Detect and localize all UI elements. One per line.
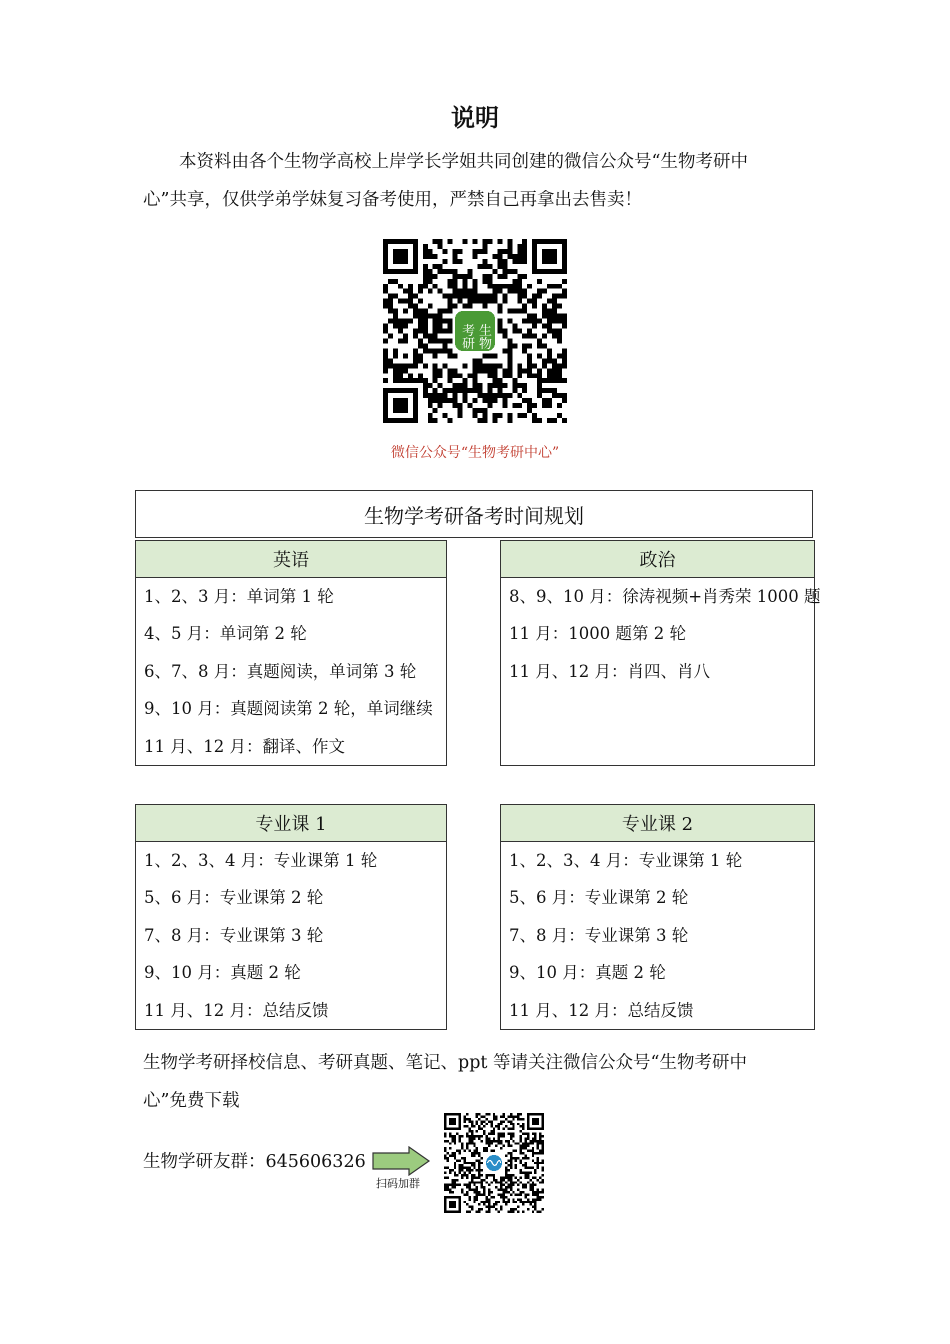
list-item: 7、8 月：专业课第 3 轮 (509, 925, 689, 945)
list-item: 9、10 月：真题 2 轮 (144, 963, 301, 983)
qr-finder-pattern (542, 249, 557, 264)
qr-caption: 微信公众号“生物考研中心” (390, 445, 560, 461)
qr-finder-pattern (532, 1118, 539, 1125)
wechat-qr-code (383, 239, 567, 423)
list-item: 11 月、12 月：总结反馈 (144, 1000, 329, 1020)
list-item: 1、2、3、4 月：专业课第 1 轮 (509, 851, 743, 870)
list-item: 11 月、12 月：肖四、肖八 (509, 661, 710, 681)
qr-finder-pattern (449, 1201, 456, 1208)
list-item: 1、2、3、4 月：专业课第 1 轮 (144, 851, 378, 870)
qr-finder-pattern (393, 398, 408, 413)
scan-to-join-label: 扫码加群 (376, 1177, 420, 1190)
group-number-label: 生物学研友群：645606326 (143, 1152, 366, 1172)
qr-finder-pattern (393, 249, 408, 264)
list-item: 1、2、3 月：单词第 1 轮 (144, 587, 334, 606)
arrow-right-icon (371, 1146, 431, 1176)
list-item: 7、8 月：专业课第 3 轮 (144, 925, 324, 945)
major-course-2-heading: 专业课 2 (501, 805, 814, 842)
list-item: 4、5 月：单词第 2 轮 (144, 624, 307, 644)
intro-line-1: 本资料由各个生物学高校上岸学长学姐共同创建的微信公众号“生物考研中 (179, 152, 748, 172)
group-qr-code (444, 1113, 544, 1213)
qr-finder-pattern (449, 1118, 456, 1125)
list-item: 5、6 月：专业课第 2 轮 (144, 888, 324, 908)
politics-box (500, 540, 821, 766)
footer-line-2: 心”免费下载 (143, 1091, 240, 1111)
plan-title: 生物学考研备考时间规划 (135, 490, 813, 538)
list-item: 9、10 月：真题 2 轮 (509, 963, 666, 983)
list-item: 11 月、12 月：总结反馈 (509, 1000, 694, 1020)
politics-heading: 政治 (501, 541, 814, 578)
footer-paragraph (143, 1044, 815, 1120)
list-item: 8、9、10 月：徐涛视频+肖秀荣 1000 题 (509, 587, 821, 606)
qr-logo-text: 生物 (475, 323, 491, 350)
major-course-1-box (135, 804, 447, 1030)
intro-line-2: 心”共享，仅供学弟学妹复习备考使用，严禁自己再拿出去售卖！ (143, 190, 642, 210)
major-course-2-box (500, 804, 815, 1030)
qr-logo-text: 考研 (459, 323, 475, 350)
list-item: 9、10 月：真题阅读第 2 轮，单词继续 (144, 699, 433, 719)
list-item: 5、6 月：专业课第 2 轮 (509, 888, 689, 908)
page-title: 说明 (451, 104, 499, 132)
list-item: 6、7、8 月：真题阅读，单词第 3 轮 (144, 661, 417, 681)
footer-line-1: 生物学考研择校信息、考研真题、笔记、ppt 等请关注微信公众号“生物考研中 (143, 1053, 747, 1073)
list-item: 11 月：1000 题第 2 轮 (509, 624, 686, 644)
list-item: 11 月、12 月：翻译、作文 (144, 736, 345, 756)
major-course-1-heading: 专业课 1 (136, 805, 446, 842)
english-heading: 英语 (136, 541, 446, 578)
english-box (135, 540, 447, 766)
intro-paragraph (143, 143, 815, 219)
